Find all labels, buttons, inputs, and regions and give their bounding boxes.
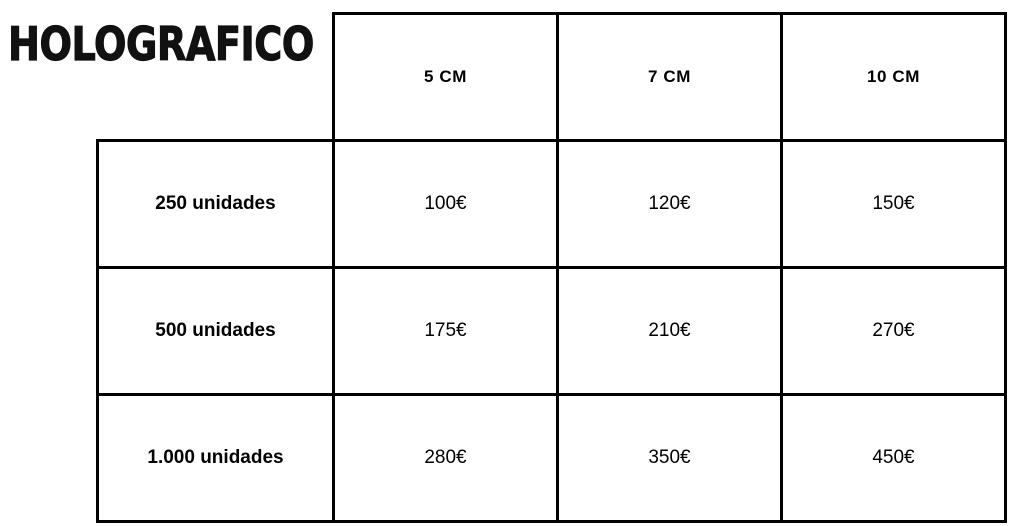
column-header-7cm: 7 CM — [558, 14, 782, 141]
price-1000-5cm: 280€ — [334, 395, 558, 522]
price-250-10cm: 150€ — [782, 141, 1006, 268]
table-header-row — [98, 14, 1006, 141]
table-row — [98, 141, 1006, 268]
column-header-5cm: 5 CM — [334, 14, 558, 141]
price-1000-7cm: 350€ — [558, 395, 782, 522]
price-250-5cm: 100€ — [334, 141, 558, 268]
price-250-7cm: 120€ — [558, 141, 782, 268]
price-500-10cm: 270€ — [782, 268, 1006, 395]
price-500-5cm: 175€ — [334, 268, 558, 395]
pricing-table — [96, 12, 1007, 523]
page-title: HOLOGRAFICO — [8, 18, 314, 72]
row-label-500: 500 unidades — [98, 268, 334, 395]
row-label-250: 250 unidades — [98, 141, 334, 268]
table-row — [98, 268, 1006, 395]
price-500-7cm: 210€ — [558, 268, 782, 395]
table-corner-cell — [98, 14, 334, 141]
column-header-10cm: 10 CM — [782, 14, 1006, 141]
table-row — [98, 395, 1006, 522]
row-label-1000: 1.000 unidades — [98, 395, 334, 522]
price-1000-10cm: 450€ — [782, 395, 1006, 522]
